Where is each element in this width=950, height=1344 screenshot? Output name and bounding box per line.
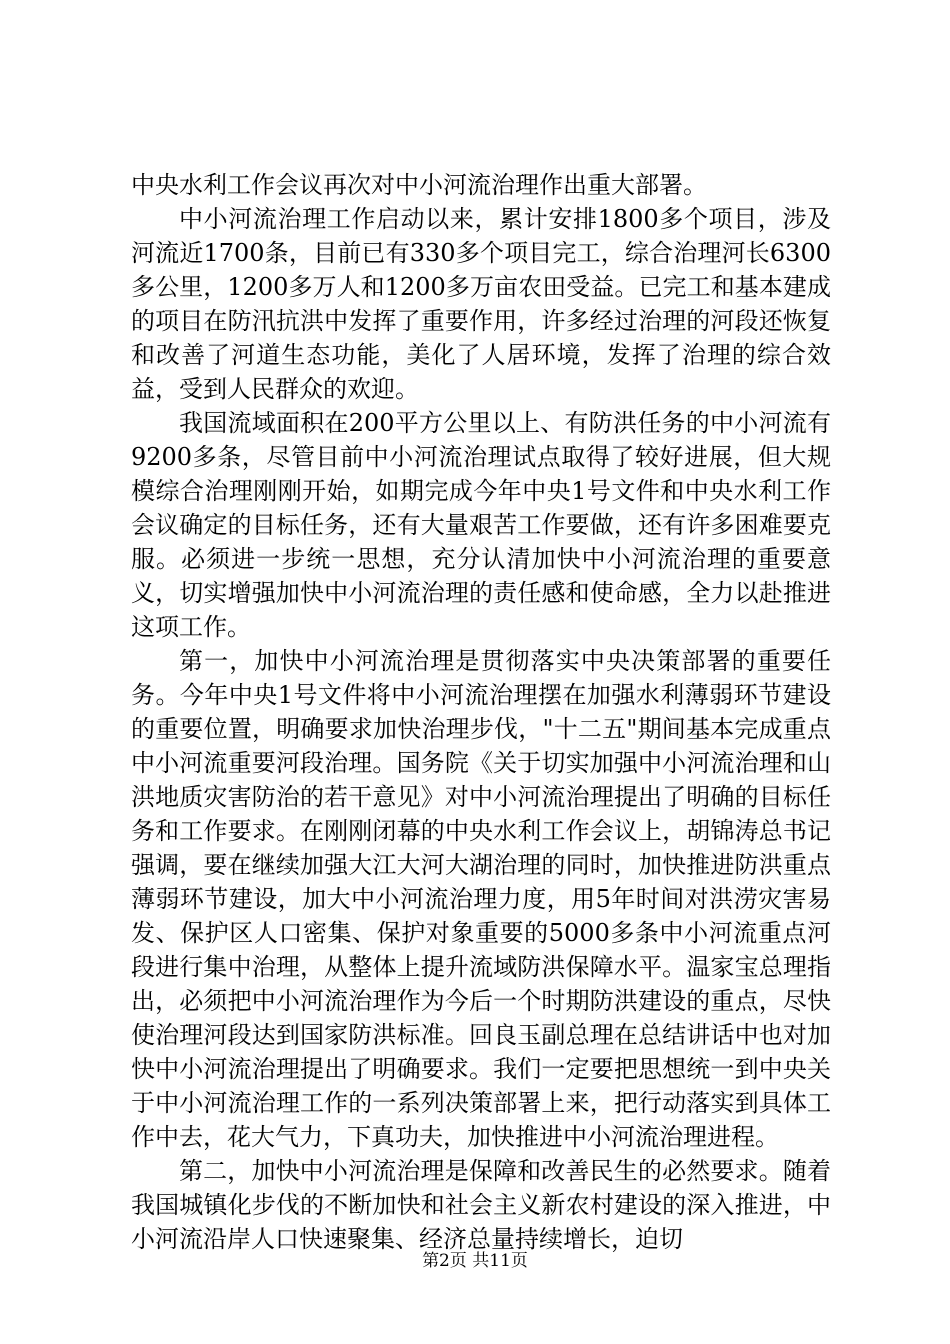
document-body: [131, 168, 831, 1256]
paragraph-continuation: 中央水利工作会议再次对中小河流治理作出重大部署。: [131, 171, 707, 199]
paragraph-river-statistics: 我国流域面积在200平方公里以上、有防洪任务的中小河流有9200多条，尽管目前中小河流治理试点取得了较好进展，但大规模综合治理刚刚开始，如期完成今年中央1号文件和中央水利工作会议确定的目标任务，还有大量艰苦工作要做，还有许多困难要克服。必须进一步统一思想，充分认清加快中小河流治理的重要意义，切实增强加快中小河流治理的责任感和使命感，全力以赴推进这项工作。: [131, 409, 831, 641]
paragraph-second-point: 第二，加快中小河流治理是保障和改善民生的必然要求。随着我国城镇化步伐的不断加快和社会主义新农村建设的深入推进，中小河流沿岸人口快速聚集、经济总量持续增长，迫切: [131, 1157, 831, 1253]
page-number-footer: 第2页 共11页: [422, 1251, 528, 1271]
paragraph-project-progress: 中小河流治理工作启动以来，累计安排1800多个项目，涉及河流近1700条，目前已有330多个项目完工，综合治理河长6300多公里，1200多万人和1200多万亩农田受益。已完工和基本建成的项目在防汛抗洪中发挥了重要作用，许多经过治理的河段还恢复和改善了河道生态功能，美化了人居环境，发挥了治理的综合效益，受到人民群众的欢迎。: [131, 205, 831, 403]
paragraph-first-point: 第一，加快中小河流治理是贯彻落实中央决策部署的重要任务。今年中央1号文件将中小河流治理摆在加强水利薄弱环节建设的重要位置，明确要求加快治理步伐，"十二五"期间基本完成重点中小河流重要河段治理。国务院《关于切实加强中小河流治理和山洪地质灾害防治的若干意见》对中小河流治理提出了明确的目标任务和工作要求。在刚刚闭幕的中央水利工作会议上，胡锦涛总书记强调，要在继续加强大江大河大湖治理的同时，加快推进防洪重点薄弱环节建设，加大中小河流治理力度，用5年时间对洪涝灾害易发、保护区人口密集、保护对象重要的5000多条中小河流重点河段进行集中治理，从整体上提升流域防洪保障水平。温家宝总理指出，必须把中小河流治理作为今后一个时期防洪建设的重点，尽快使治理河段达到国家防洪标准。回良玉副总理在总结讲话中也对加快中小河流治理提出了明确要求。我们一定要把思想统一到中央关于中小河流治理工作的一系列决策部署上来，把行动落实到具体工作中去，花大气力，下真功夫，加快推进中小河流治理进程。: [131, 647, 831, 1151]
